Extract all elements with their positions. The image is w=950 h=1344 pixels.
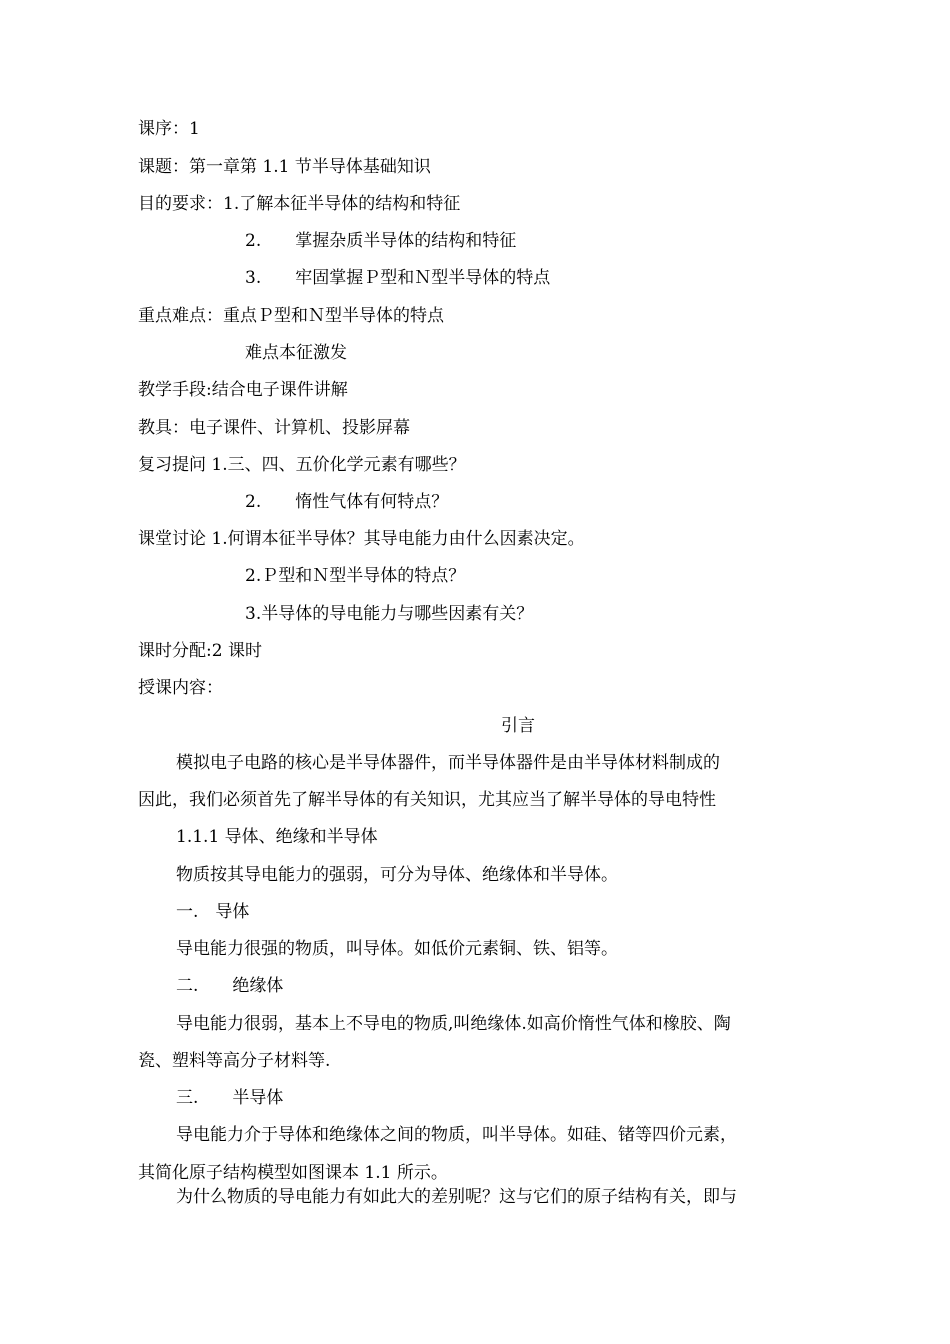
goals-line-2: 2. 掌握杂质半导体的结构和特征 xyxy=(245,231,517,251)
discussion-1: 课堂讨论 1.何谓本征半导体？其导电能力由什么因素决定。 xyxy=(138,529,585,549)
lesson-topic: 课题：第一章第 1.1 节半导体基础知识 xyxy=(138,157,431,177)
teaching-tools: 教具：电子课件、计算机、投影屏幕 xyxy=(138,418,410,438)
goals-line-1: 目的要求：1.了解本征半导体的结构和特征 xyxy=(138,194,461,214)
semiconductor-text-line-2: 其简化原子结构模型如图课本 1.1 所示。 xyxy=(138,1163,448,1183)
lesson-number: 课序：1 xyxy=(138,119,200,139)
review-question-2: 2. 惰性气体有何特点？ xyxy=(245,492,449,512)
content-label: 授课内容： xyxy=(138,678,223,698)
teaching-method: 教学手段:结合电子课件讲解 xyxy=(138,380,348,400)
discussion-2: 2.Ｐ型和Ｎ型半导体的特点？ xyxy=(245,566,466,586)
insulator-text-line-1: 导电能力很弱，基本上不导电的物质,叫绝缘体.如高价惰性气体和橡胶、陶 xyxy=(176,1014,731,1034)
section-heading: 1.1.1 导体、绝缘和半导体 xyxy=(176,827,378,847)
key-points: 重点难点：重点Ｐ型和Ｎ型半导体的特点 xyxy=(138,306,444,326)
difficulty: 难点本征激发 xyxy=(245,343,347,363)
subheading-semiconductor: 三. 半导体 xyxy=(176,1088,284,1108)
intro-paragraph-line-1: 模拟电子电路的核心是半导体器件，而半导体器件是由半导体材料制成的 xyxy=(176,753,720,773)
subheading-conductor: 一. 导体 xyxy=(176,902,250,922)
review-question-1: 复习提问 1.三、四、五价化学元素有哪些？ xyxy=(138,455,466,475)
conductor-text: 导电能力很强的物质，叫导体。如低价元素铜、铁、铝等。 xyxy=(176,939,618,959)
discussion-3: 3.半导体的导电能力与哪些因素有关？ xyxy=(245,604,534,624)
subheading-insulator: 二. 绝缘体 xyxy=(176,976,284,996)
insulator-text-line-2: 瓷、塑料等高分子材料等. xyxy=(138,1051,331,1071)
class-hours: 课时分配:2 课时 xyxy=(138,641,262,661)
goals-line-3: 3. 牢固掌握Ｐ型和Ｎ型半导体的特点 xyxy=(245,268,551,288)
intro-heading: 引言 xyxy=(501,716,535,736)
semiconductor-text-line-1: 导电能力介于导体和绝缘体之间的物质，叫半导体。如硅、锗等四价元素， xyxy=(176,1125,737,1145)
section-intro: 物质按其导电能力的强弱，可分为导体、绝缘体和半导体。 xyxy=(176,865,618,885)
question-paragraph-line-1: 为什么物质的导电能力有如此大的差别呢？这与它们的原子结构有关，即与 xyxy=(176,1187,737,1207)
intro-paragraph-line-2: 因此，我们必须首先了解半导体的有关知识，尤其应当了解半导体的导电特性 xyxy=(138,790,716,810)
